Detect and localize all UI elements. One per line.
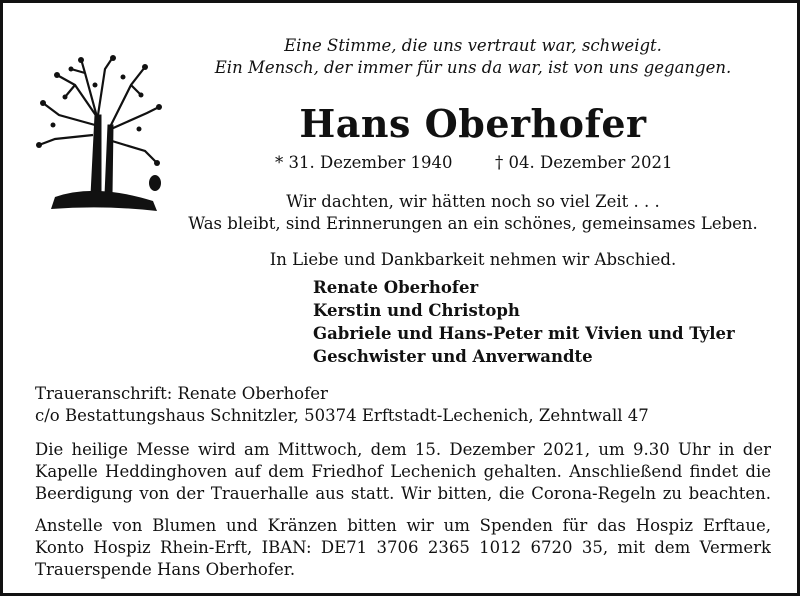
address-line: Traueranschrift: Renate Oberhofer <box>35 384 328 403</box>
mourner-name: Renate Oberhofer <box>313 278 479 297</box>
remembrance-line: Was bleibt, sind Erinnerungen an ein schönes, gemeinsames Leben. <box>188 214 758 233</box>
birth-date: * 31. Dezember 1940 <box>275 153 453 172</box>
remembrance-line: Wir dachten, wir hätten noch so viel Zeit . . . <box>286 192 660 211</box>
address-line: c/o Bestattungshaus Schnitzler, 50374 Erftstadt-Lechenich, Zehntwall 47 <box>35 406 649 425</box>
poem-line: Eine Stimme, die uns vertraut war, schweigt. <box>284 36 662 55</box>
poem-line: Ein Mensch, der immer für uns da war, ist von uns gegangen. <box>214 58 732 77</box>
mourner-name: Kerstin und Christoph <box>313 301 520 320</box>
death-date: † 04. Dezember 2021 <box>495 153 673 172</box>
tree-icon <box>35 55 163 235</box>
mourner-name: Geschwister und Anverwandte <box>313 347 593 366</box>
service-line: Beerdigung von der Trauerhalle aus statt. Wir bitten, die Corona-Regeln zu beachten. <box>35 484 771 503</box>
service-line: Kapelle Heddinghoven auf dem Friedhof Lechenich gehalten. Anschließend findet die <box>35 462 771 481</box>
donation-line: Anstelle von Blumen und Kränzen bitten wir um Spenden für das Hospiz Erftaue, <box>35 516 771 535</box>
donation-line: Trauerspende Hans Oberhofer. <box>35 560 296 579</box>
mourner-name: Gabriele und Hans-Peter mit Vivien und Tyler <box>313 324 735 343</box>
donation-line: Konto Hospiz Rhein-Erft, IBAN: DE71 3706 2365 1012 6720 35, mit dem Vermerk <box>35 538 771 557</box>
service-line: Die heilige Messe wird am Mittwoch, dem 15. Dezember 2021, um 9.30 Uhr in der <box>35 440 771 459</box>
farewell-line: In Liebe und Dankbarkeit nehmen wir Abschied. <box>269 250 677 269</box>
deceased-name: Hans Oberhofer <box>299 101 647 146</box>
